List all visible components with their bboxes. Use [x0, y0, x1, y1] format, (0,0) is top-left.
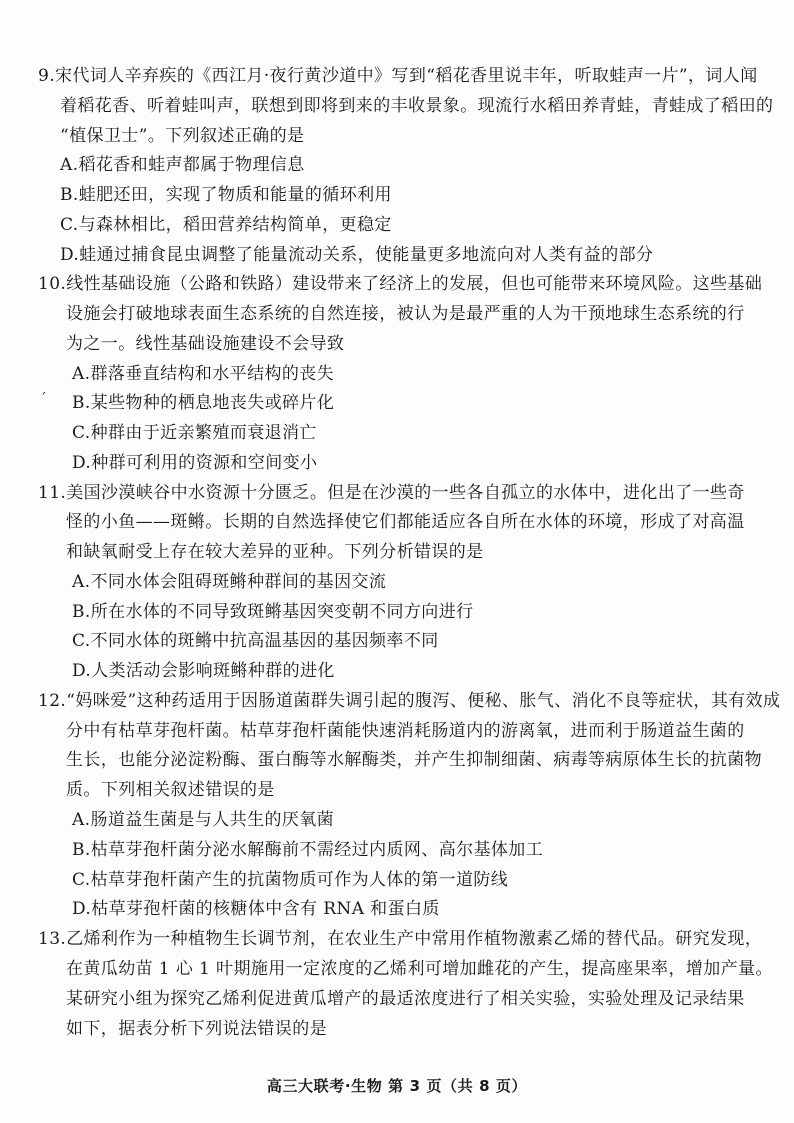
q12-option-c: C.枯草芽孢杆菌产生的抗菌物质可作为人体的第一道防线 [72, 869, 509, 890]
q10-option-a: A.群落垂直结构和水平结构的丧失 [72, 363, 335, 384]
q11-stem-line-1: 11.美国沙漠峡谷中水资源十分匮乏。但是在沙漠的一些各自孤立的水体中，进化出了一些奇 [38, 482, 745, 503]
q13-stem-line-2: 在黄瓜幼苗 1 心 1 叶期施用一定浓度的乙烯利可增加雌花的产生，提高座果率，增加产量。 [66, 958, 773, 979]
q10-stem-line-3: 为之一。线性基础设施建设不会导致 [66, 333, 345, 354]
q9-stem-line-3: “植保卫士”。下列叙述正确的是 [60, 125, 305, 146]
q10-option-d: D.种群可利用的资源和空间变小 [72, 452, 318, 473]
q11-option-c: C.不同水体的斑鳉中抗高温基因的基因频率不同 [72, 631, 439, 652]
q9-stem-line-1: 9.宋代词人辛弃疾的《西江月·夜行黄沙道中》写到“稻花香里说丰年，听取蛙声一片”，词人闻 [38, 66, 758, 86]
q11-stem-line-2: 怪的小鱼——斑鳉。长期的自然选择使它们都能适应各自所在水体的环境，形成了对高温 [66, 512, 745, 533]
q12-option-b: B.枯草芽孢杆菌分泌水解酶前不需经过内质网、高尔基体加工 [72, 839, 544, 860]
q10-stem-line-1: 10.线性基础设施（公路和铁路）建设带来了经济上的发展，但也可能带来环境风险。这些基础 [38, 274, 763, 295]
q12-stem-line-3: 生长，也能分泌淀粉酶、蛋白酶等水解酶类，并产生抑制细菌、病毒等病原体生长的抗菌物 [66, 750, 762, 771]
q12-stem-line-2: 分中有枯草芽孢杆菌。枯草芽孢杆菌能快速消耗肠道内的游离氧，进而利于肠道益生菌的 [66, 720, 745, 741]
q13-stem-line-1: 13.乙烯利作为一种植物生长调节剂，在农业生产中常用作植物激素乙烯的替代品。研究发现， [38, 929, 763, 950]
q12-option-a: A.肠道益生菌是与人共生的厌氧菌 [72, 810, 335, 830]
q13-stem-line-4: 如下，据表分析下列说法错误的是 [66, 1018, 327, 1039]
q9-option-b: B.蛙肥还田，实现了物质和能量的循环利用 [60, 185, 392, 206]
q11-option-b: B.所在水体的不同导致斑鳉基因突变朝不同方向进行 [72, 601, 474, 622]
q9-stem-line-2: 着稻花香、听着蛙叫声，联想到即将到来的丰收景象。现流行水稻田养青蛙，青蛙成了稻田的 [60, 95, 774, 116]
q9-option-d: D.蛙通过捕食昆虫调整了能量流动关系，使能量更多地流向对人类有益的部分 [60, 244, 654, 265]
page-footer: 高三大联考·生物 第 3 页（共 8 页） [266, 1077, 528, 1095]
q12-stem-line-1: 12.“妈咪爱”这种药适用于因肠道菌群失调引起的腹泻、便秘、胀气、消化不良等症状，其有效成 [38, 690, 781, 711]
q10-option-b: B.某些物种的栖息地丧失或碎片化 [72, 393, 335, 414]
q12-option-d: D.枯草芽孢杆菌的核糖体中含有 RNA 和蛋白质 [72, 899, 440, 920]
q11-option-d: D.人类活动会影响斑鳉种群的进化 [72, 661, 335, 682]
q9-option-c: C.与森林相比，稻田营养结构简单，更稳定 [60, 214, 392, 235]
q9-option-a: A.稻花香和蛙声都属于物理信息 [60, 155, 305, 176]
q13-stem-line-3: 某研究小组为探究乙烯利促进黄瓜增产的最适浓度进行了相关实验，实验处理及记录结果 [66, 988, 745, 1009]
q10-option-c: C.种群由于近亲繁殖而衰退消亡 [72, 423, 317, 444]
q12-stem-line-4: 质。下列相关叙述错误的是 [66, 780, 275, 801]
q11-option-a: A.不同水体会阻碍斑鳉种群间的基因交流 [72, 571, 387, 592]
pencil-tick-mark: ˊ [40, 392, 47, 407]
q10-stem-line-2: 设施会打破地球表面生态系统的自然连接，被认为是最严重的人为干预地球生态系统的行 [66, 304, 745, 325]
q11-stem-line-3: 和缺氧耐受上存在较大差异的亚种。下列分析错误的是 [66, 542, 484, 563]
